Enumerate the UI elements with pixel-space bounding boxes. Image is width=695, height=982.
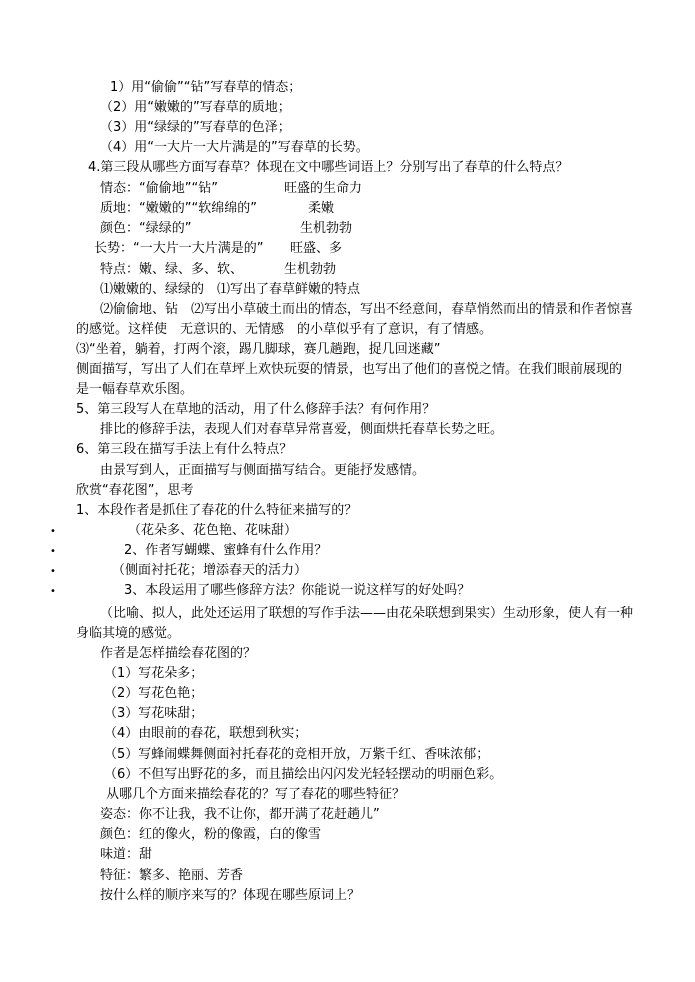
text-line: ⑴嫩嫩的、绿绿的 ⑴写出了春草鲜嫩的特点 bbox=[100, 282, 361, 297]
text-line: 旺盛、多 bbox=[290, 241, 343, 256]
text-line: 旺盛的生命力 bbox=[284, 181, 363, 196]
text-line: 的感觉。这样使 无意识的、无情感 的小草似乎有了意识，有了情感。 bbox=[76, 322, 493, 337]
text-line: （3）用“绿绿的”写春草的色泽； bbox=[100, 120, 291, 135]
text-line: （2）用“嫩嫩的”写春草的质地； bbox=[100, 100, 291, 115]
text-line: ⑵偷偷地、钻 ⑵写出小草破土而出的情态，写出不经意间，春草悄然而出的情景和作者惊喜 bbox=[100, 302, 634, 317]
text-line: 生机勃勃 bbox=[300, 221, 353, 236]
text-line: 颜色：“绿绿的” bbox=[100, 221, 192, 236]
text-line: 由景写到人，正面描写与侧面描写结合。更能抒发感情。 bbox=[100, 463, 426, 478]
text-line: 特征：繁多、艳丽、芳香 bbox=[100, 868, 244, 883]
text-line: （1）写花朵多； bbox=[104, 666, 204, 681]
text-line: （2）写花色艳； bbox=[104, 686, 204, 701]
question-heading: 从哪几个方面来描绘春花的？写了春花的哪些特征？ bbox=[106, 787, 406, 802]
text-line: （3）写花味甜； bbox=[104, 706, 204, 721]
text-line: 姿态：你不让我，我不让你，都开满了花赶趟儿” bbox=[100, 807, 380, 822]
text-line: 排比的修辞手法，表现人们对春草异常喜爱，侧面烘托春草长势之旺。 bbox=[100, 422, 504, 437]
text-line: （比喻、拟人，此处还运用了联想的写作手法——由花朵联想到果实）生动形象，使人有一种 bbox=[100, 606, 634, 621]
question-heading: 按什么样的顺序来写的？体现在哪些原词上？ bbox=[100, 888, 361, 903]
text-line: （6）不但写出野花的多，而且描绘出闪闪发光轻轻摆动的明丽色彩。 bbox=[104, 767, 503, 782]
text-line: 特点：嫩、绿、多、软、 bbox=[100, 262, 244, 277]
bullet-icon: • bbox=[50, 566, 56, 577]
list-item: （侧面衬托花；增添春天的活力） bbox=[112, 563, 308, 578]
text-line: （4）用“一大片一大片满是的”写春草的长势。 bbox=[100, 140, 369, 155]
text-line: 质地：“嫩嫩的”“软绵绵的” bbox=[100, 201, 257, 216]
bullet-icon: • bbox=[50, 526, 56, 537]
question-heading: 4.第三段从哪些方面写春草？体现在文中哪些词语上？分别写出了春草的什么特点？ bbox=[88, 160, 569, 175]
text-line: 是一幅春草欢乐图。 bbox=[76, 382, 194, 397]
text-line: 身临其境的感觉。 bbox=[76, 626, 181, 641]
text-line: 侧面描写，写出了人们在草坪上欢快玩耍的情景，也写出了他们的喜悦之情。在我们眼前展现的 bbox=[76, 362, 623, 377]
text-line: 柔嫩 bbox=[308, 201, 335, 216]
text-line: （4）由眼前的春花，联想到秋实； bbox=[104, 726, 308, 741]
question-heading: 5、第三段写人在草地的活动，用了什么修辞手法？有何作用？ bbox=[76, 402, 436, 417]
bullet-icon: • bbox=[50, 586, 56, 597]
text-line: 情态：“偷偷地”“钻” bbox=[100, 181, 218, 196]
section-heading: 欣赏“春花图”，思考 bbox=[76, 483, 194, 498]
text-line: （5）写蜂闹蝶舞侧面衬托春花的竞相开放，万紫千红、香味浓郁； bbox=[104, 747, 490, 762]
question-heading: 作者是怎样描绘春花图的？ bbox=[100, 646, 257, 661]
question-heading: 1、本段作者是抓住了春花的什么特征来描写的？ bbox=[76, 503, 358, 518]
text-line: 颜色：红的像火，粉的像霞，白的像雪 bbox=[100, 827, 322, 842]
list-item: （花朵多、花色艳、花味甜） bbox=[128, 523, 298, 538]
text-line: 味道：甜 bbox=[100, 847, 153, 862]
list-item: 3、本段运用了哪些修辞方法？你能说一说这样写的好处吗？ bbox=[124, 583, 471, 598]
list-item: 2、作者写蝴蝶、蜜蜂有什么作用？ bbox=[124, 543, 328, 558]
bullet-icon: • bbox=[50, 546, 56, 557]
text-line: ⑶“坐着，躺着，打两个滚，踢几脚球，赛几趟跑，捉几回迷藏” bbox=[76, 342, 441, 357]
text-line: 1）用“偷偷”“钻”写春草的情态； bbox=[110, 80, 302, 95]
question-heading: 6、第三段在描写手法上有什么特点？ bbox=[76, 442, 293, 457]
text-line: 生机勃勃 bbox=[284, 262, 337, 277]
text-line: 长势：“一大片一大片满是的” bbox=[94, 241, 264, 256]
